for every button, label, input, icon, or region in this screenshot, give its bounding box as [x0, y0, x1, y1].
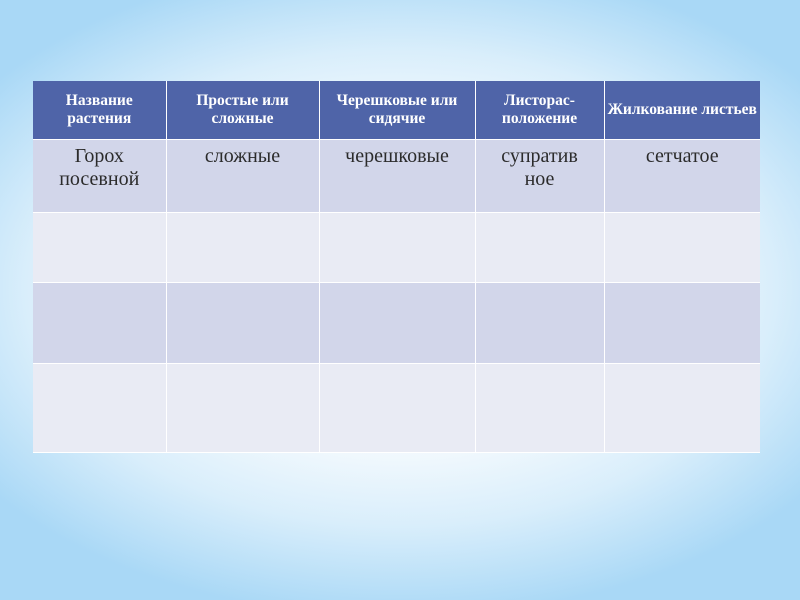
header-simple-or-compound-line2: или сложные	[211, 92, 289, 127]
header-simple-or-compound-line1: Простые	[196, 92, 259, 109]
table-cell	[33, 283, 166, 364]
table-cell	[166, 283, 319, 364]
cell-text: супратив	[501, 145, 578, 167]
cell-text: посевной	[59, 168, 140, 190]
header-petiolate-or-sessile-line2: или сидячие	[368, 92, 458, 127]
header-leaf-venation	[604, 81, 760, 140]
cell-text: черешковые	[345, 145, 449, 167]
table-cell	[604, 140, 760, 213]
table-cell	[33, 140, 166, 213]
table-cell	[475, 213, 604, 283]
header-plant-name	[33, 81, 166, 140]
table-header-row	[33, 81, 760, 140]
table-cell	[475, 140, 604, 213]
header-simple-or-compound	[166, 81, 319, 140]
table-cell	[33, 364, 166, 453]
header-leaf-arrangement	[475, 81, 604, 140]
table-cell	[166, 140, 319, 213]
table-cell	[319, 364, 475, 453]
header-leaf-venation-line1: Жилкование	[607, 101, 698, 118]
table-row	[33, 140, 760, 213]
table-cell	[604, 283, 760, 364]
header-petiolate-or-sessile	[319, 81, 475, 140]
header-leaf-arrangement-line1: Листорас-	[504, 92, 575, 109]
table-cell	[475, 283, 604, 364]
table-cell	[319, 283, 475, 364]
header-leaf-venation-line2: листьев	[701, 101, 757, 118]
table-row	[33, 283, 760, 364]
table-cell	[166, 213, 319, 283]
header-petiolate-or-sessile-line1: Черешковые	[336, 92, 427, 109]
header-leaf-arrangement-line2: положение	[501, 110, 578, 127]
table-cell	[319, 213, 475, 283]
header-plant-name-line2: растения	[67, 110, 132, 127]
cell-text: сложные	[204, 145, 281, 167]
table-cell	[475, 364, 604, 453]
plant-leaf-table	[33, 81, 760, 453]
table-row	[33, 213, 760, 283]
table-cell	[319, 140, 475, 213]
table-cell	[604, 213, 760, 283]
cell-text: сетчатое	[645, 145, 719, 167]
header-plant-name-line1: Название	[65, 92, 133, 109]
table-cell	[33, 213, 166, 283]
table-cell	[604, 364, 760, 453]
cell-text: ное	[524, 168, 555, 190]
table-row	[33, 364, 760, 453]
table-cell	[166, 364, 319, 453]
cell-text: Горох	[74, 145, 124, 167]
